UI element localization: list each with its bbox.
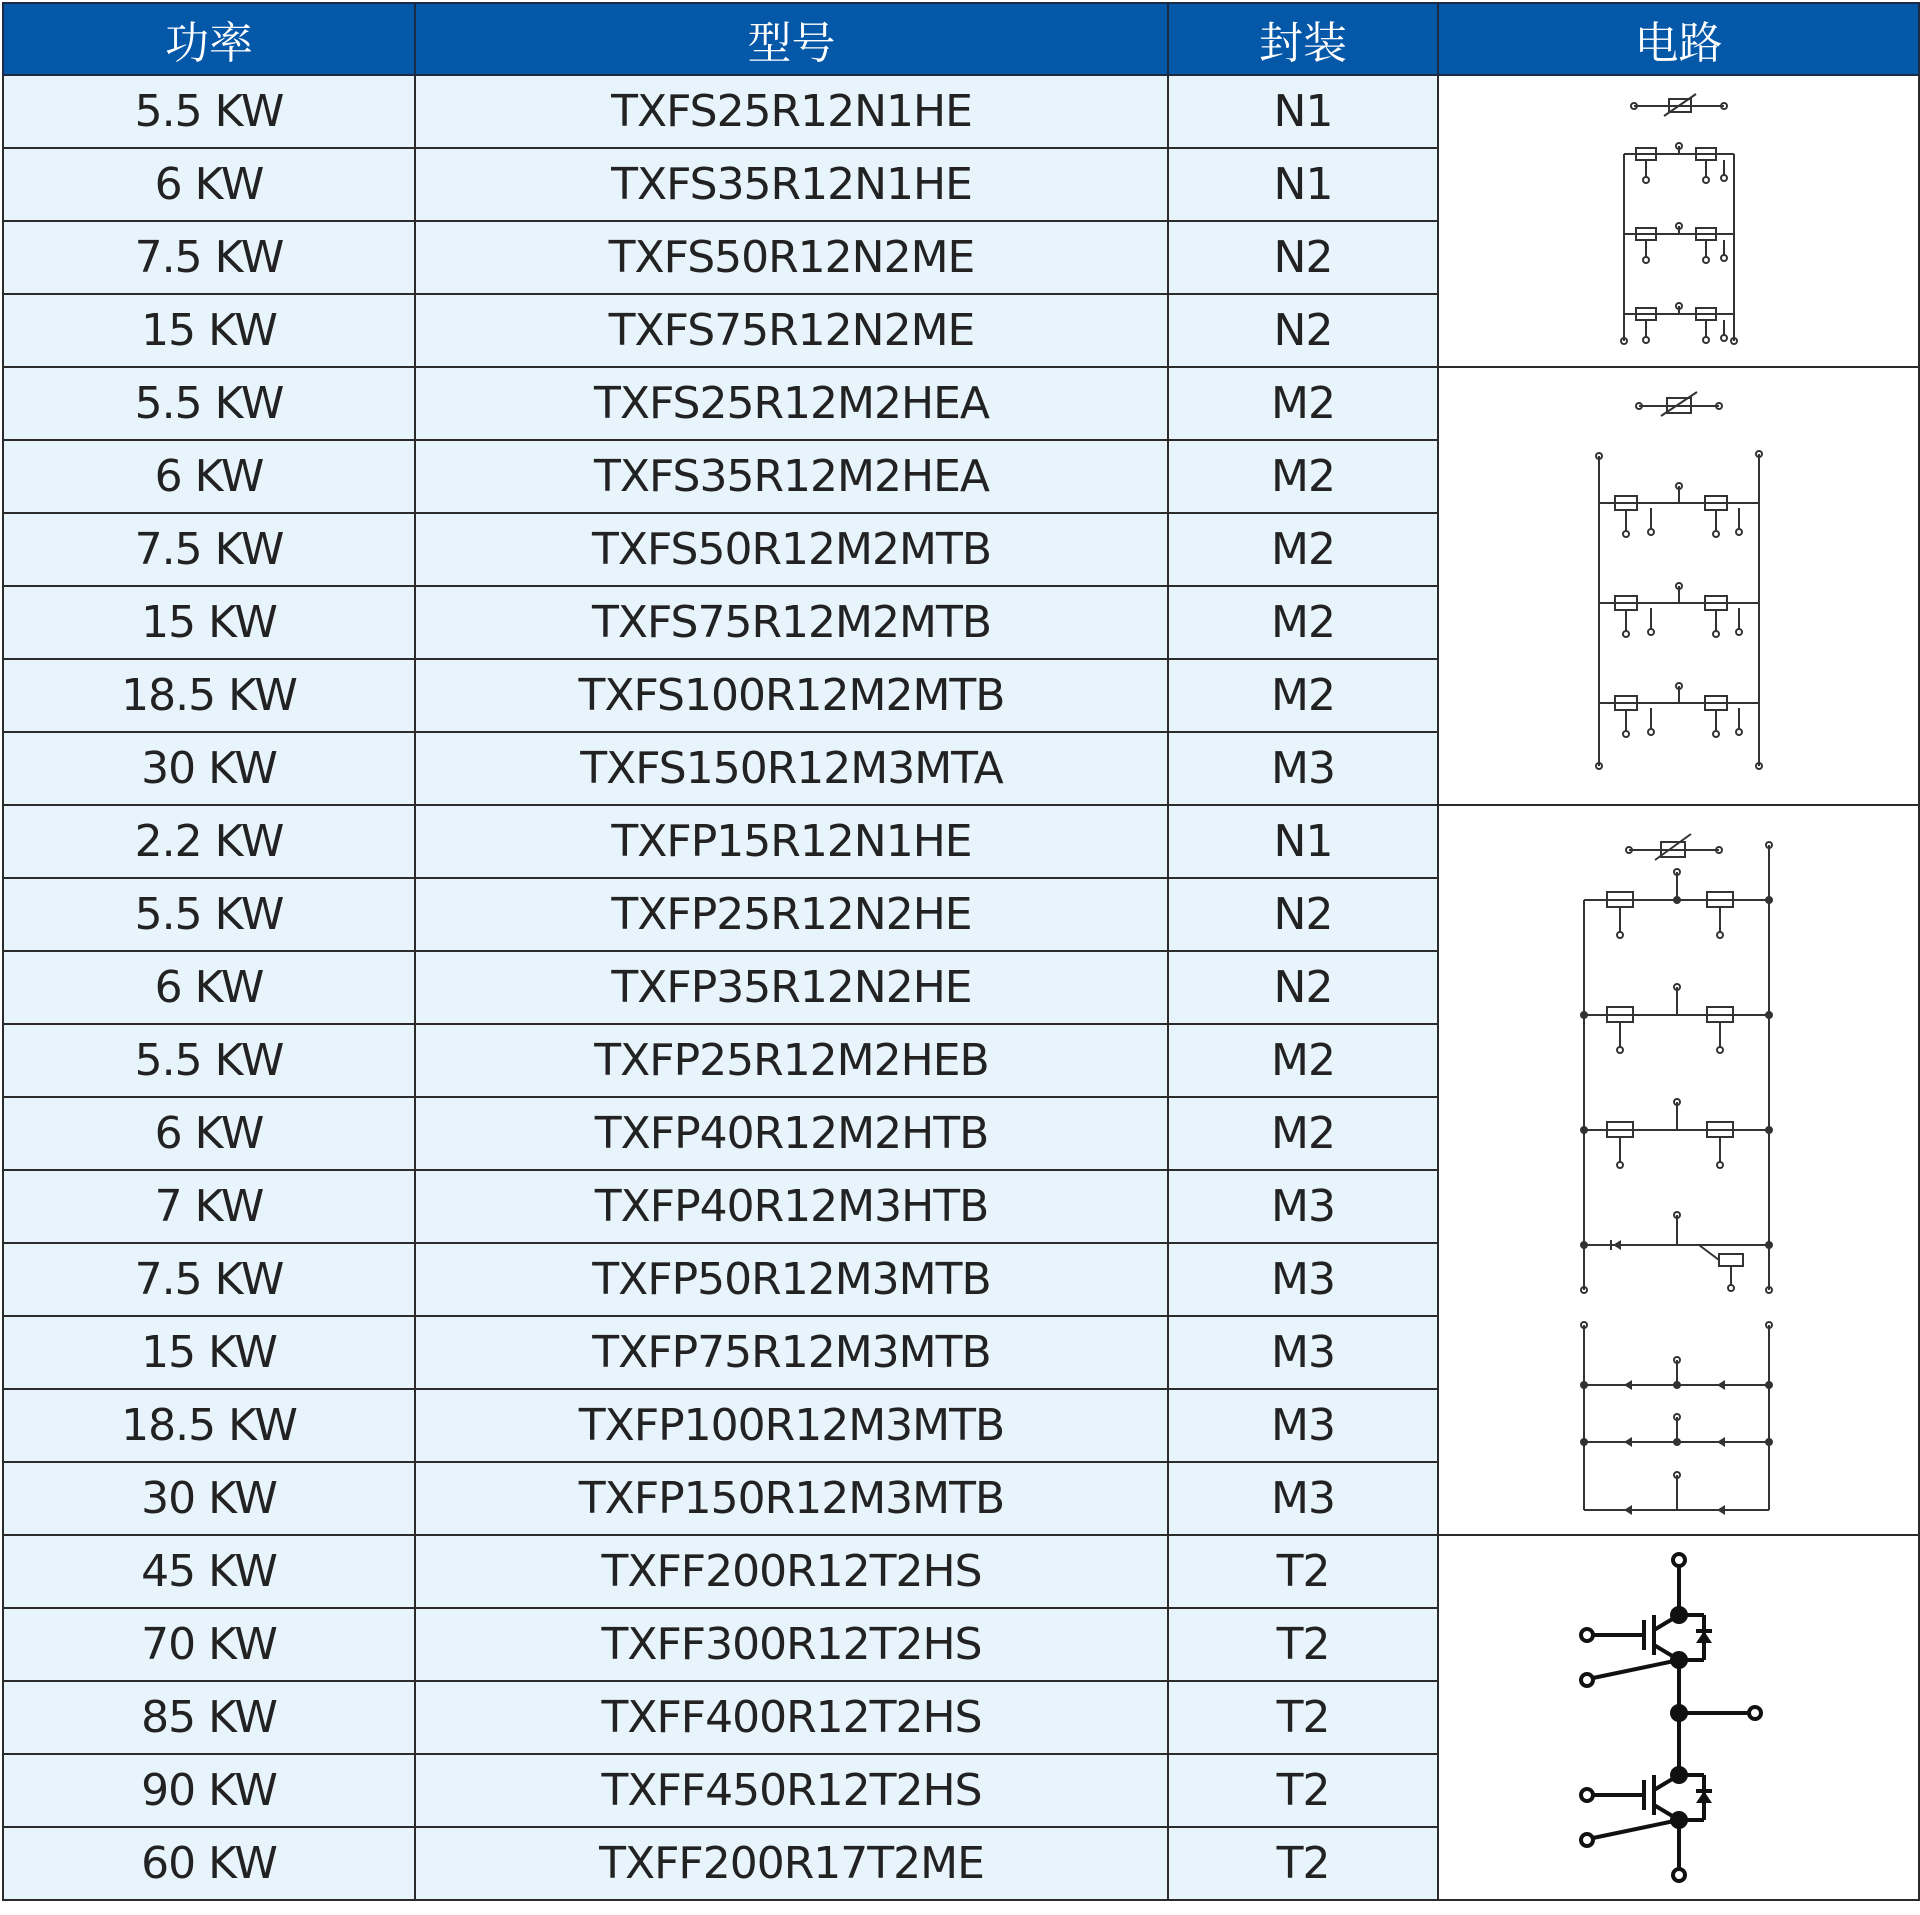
power-cell: 15 KW bbox=[3, 586, 415, 659]
model-cell: TXFF200R12T2HS bbox=[415, 1535, 1168, 1608]
power-cell: 7.5 KW bbox=[3, 513, 415, 586]
power-cell: 6 KW bbox=[3, 951, 415, 1024]
power-cell: 6 KW bbox=[3, 440, 415, 513]
power-cell: 5.5 KW bbox=[3, 1024, 415, 1097]
power-cell: 18.5 KW bbox=[3, 659, 415, 732]
package-cell: N1 bbox=[1168, 148, 1438, 221]
sixpack-igbt-ntc-circuit-icon bbox=[1579, 386, 1779, 786]
package-cell: M3 bbox=[1168, 1462, 1438, 1535]
table-row bbox=[3, 75, 1919, 148]
power-cell: 85 KW bbox=[3, 1681, 415, 1754]
model-cell: TXFS100R12M2MTB bbox=[415, 659, 1168, 732]
model-cell: TXFS25R12N1HE bbox=[415, 75, 1168, 148]
package-cell: T2 bbox=[1168, 1608, 1438, 1681]
package-cell: N2 bbox=[1168, 951, 1438, 1024]
model-cell: TXFP15R12N1HE bbox=[415, 805, 1168, 878]
model-cell: TXFP100R12M3MTB bbox=[415, 1389, 1168, 1462]
package-cell: N2 bbox=[1168, 878, 1438, 951]
package-cell: M3 bbox=[1168, 1389, 1438, 1462]
power-cell: 30 KW bbox=[3, 1462, 415, 1535]
package-cell: M2 bbox=[1168, 367, 1438, 440]
model-cell: TXFF300R12T2HS bbox=[415, 1608, 1168, 1681]
power-cell: 70 KW bbox=[3, 1608, 415, 1681]
package-cell: M3 bbox=[1168, 1170, 1438, 1243]
model-cell: TXFF400R12T2HS bbox=[415, 1681, 1168, 1754]
power-cell: 2.2 KW bbox=[3, 805, 415, 878]
circuit-cell bbox=[1438, 805, 1919, 1535]
model-cell: TXFS50R12N2ME bbox=[415, 221, 1168, 294]
model-cell: TXFS75R12M2MTB bbox=[415, 586, 1168, 659]
power-cell: 7 KW bbox=[3, 1170, 415, 1243]
model-cell: TXFP40R12M3HTB bbox=[415, 1170, 1168, 1243]
power-cell: 5.5 KW bbox=[3, 75, 415, 148]
header-row bbox=[3, 3, 1919, 75]
model-cell: TXFF200R17T2ME bbox=[415, 1827, 1168, 1900]
power-cell: 18.5 KW bbox=[3, 1389, 415, 1462]
model-cell: TXFS75R12N2ME bbox=[415, 294, 1168, 367]
package-cell: M2 bbox=[1168, 659, 1438, 732]
package-cell: M3 bbox=[1168, 1243, 1438, 1316]
model-cell: TXFP150R12M3MTB bbox=[415, 1462, 1168, 1535]
sixpack-igbt-ntc-circuit-icon bbox=[1604, 86, 1754, 356]
table-row bbox=[3, 1535, 1919, 1608]
power-cell: 15 KW bbox=[3, 1316, 415, 1389]
power-cell: 6 KW bbox=[3, 1097, 415, 1170]
circuit-cell bbox=[1438, 1535, 1919, 1900]
table-row bbox=[3, 805, 1919, 878]
pim-rectifier-inverter-brake-circuit-icon bbox=[1569, 820, 1789, 1520]
model-cell: TXFP25R12N2HE bbox=[415, 878, 1168, 951]
circuit-cell bbox=[1438, 367, 1919, 805]
table-row bbox=[3, 367, 1919, 440]
model-cell: TXFS35R12M2HEA bbox=[415, 440, 1168, 513]
package-cell: N1 bbox=[1168, 805, 1438, 878]
package-cell: M2 bbox=[1168, 513, 1438, 586]
power-cell: 15 KW bbox=[3, 294, 415, 367]
package-cell: M2 bbox=[1168, 1097, 1438, 1170]
package-cell: M3 bbox=[1168, 1316, 1438, 1389]
package-cell: M2 bbox=[1168, 1024, 1438, 1097]
model-cell: TXFP40R12M2HTB bbox=[415, 1097, 1168, 1170]
power-cell: 5.5 KW bbox=[3, 367, 415, 440]
model-cell: TXFS150R12M3MTA bbox=[415, 732, 1168, 805]
power-cell: 45 KW bbox=[3, 1535, 415, 1608]
model-cell: TXFF450R12T2HS bbox=[415, 1754, 1168, 1827]
model-cell: TXFS25R12M2HEA bbox=[415, 367, 1168, 440]
package-cell: M2 bbox=[1168, 440, 1438, 513]
model-cell: TXFS50R12M2MTB bbox=[415, 513, 1168, 586]
power-cell: 5.5 KW bbox=[3, 878, 415, 951]
header-model: 型号 bbox=[415, 3, 1168, 75]
circuit-cell bbox=[1438, 75, 1919, 367]
package-cell: T2 bbox=[1168, 1754, 1438, 1827]
model-cell: TXFP25R12M2HEB bbox=[415, 1024, 1168, 1097]
package-cell: T2 bbox=[1168, 1535, 1438, 1608]
header-package: 封装 bbox=[1168, 3, 1438, 75]
model-cell: TXFS35R12N1HE bbox=[415, 148, 1168, 221]
package-cell: T2 bbox=[1168, 1827, 1438, 1900]
package-cell: N2 bbox=[1168, 294, 1438, 367]
half-bridge-igbt-circuit-icon bbox=[1579, 1545, 1779, 1890]
model-cell: TXFP35R12N2HE bbox=[415, 951, 1168, 1024]
model-cell: TXFP50R12M3MTB bbox=[415, 1243, 1168, 1316]
package-cell: M2 bbox=[1168, 586, 1438, 659]
power-cell: 90 KW bbox=[3, 1754, 415, 1827]
package-cell: T2 bbox=[1168, 1681, 1438, 1754]
model-cell: TXFP75R12M3MTB bbox=[415, 1316, 1168, 1389]
power-cell: 60 KW bbox=[3, 1827, 415, 1900]
header-power: 功率 bbox=[3, 3, 415, 75]
header-circuit: 电路 bbox=[1438, 3, 1919, 75]
power-cell: 30 KW bbox=[3, 732, 415, 805]
product-table bbox=[2, 2, 1920, 1901]
package-cell: N2 bbox=[1168, 221, 1438, 294]
package-cell: M3 bbox=[1168, 732, 1438, 805]
package-cell: N1 bbox=[1168, 75, 1438, 148]
power-cell: 7.5 KW bbox=[3, 221, 415, 294]
power-cell: 7.5 KW bbox=[3, 1243, 415, 1316]
power-cell: 6 KW bbox=[3, 148, 415, 221]
